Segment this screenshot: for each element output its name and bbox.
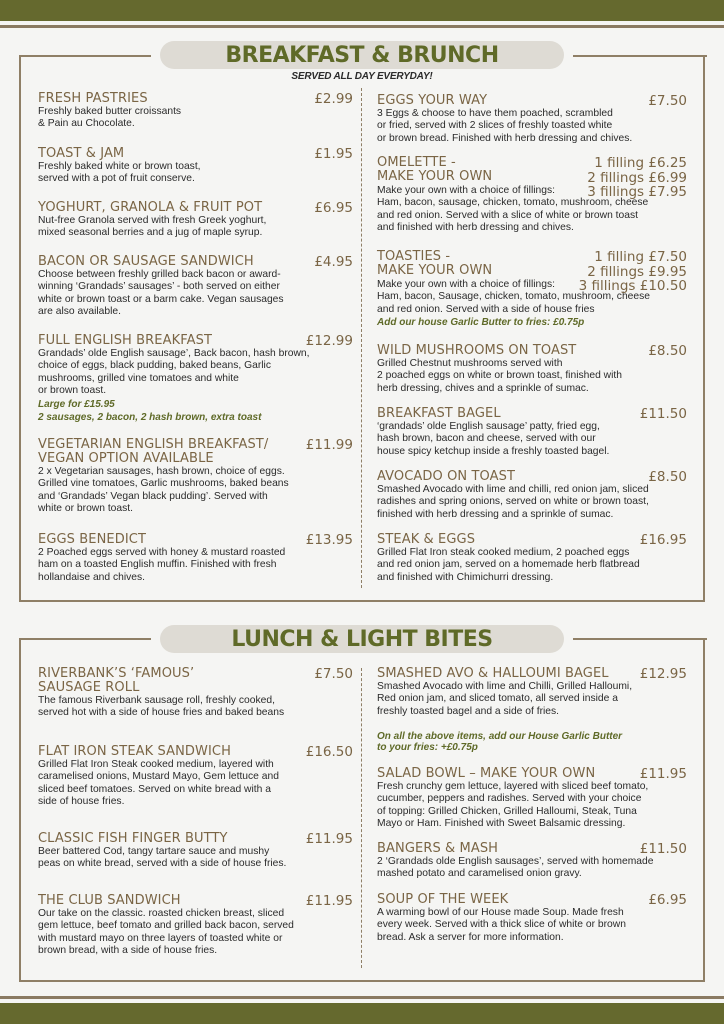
item-price: £6.95 xyxy=(314,200,353,216)
item-description: Freshly baked white or brown toast, served with a pot of fruit conserve. xyxy=(38,161,201,185)
item-price: £16.95 xyxy=(639,532,687,548)
item-price: £11.95 xyxy=(639,766,687,782)
item-name: THE CLUB SANDWICH xyxy=(38,893,181,908)
item-description: ‘grandads’ olde English sausage’ patty, fried egg, hash brown, bacon and cheese, served with our house spicy ketchup inside a freshly toasted bagel. xyxy=(377,421,610,457)
menu-item xyxy=(38,667,353,720)
breakfast-subtitle: SERVED ALL DAY EVERYDAY! xyxy=(291,71,433,82)
item-description: 2 Poached eggs served with honey & mustard roasted ham on a toasted English muffin. Finished with fresh hollandaise and chives. xyxy=(38,547,286,583)
item-description: Smashed Avocado with lime and Chilli, Grilled Halloumi, Red onion jam, and sliced tomato, all served inside a freshly toasted bagel and a side of fries. xyxy=(377,681,633,717)
top-rule xyxy=(0,25,724,28)
item-description: Choose between freshly grilled back bacon or award- winning ‘Grandads’ sausages’ - both served on either white or brown toast or a barm cake. Vegan sausages are also available. xyxy=(38,269,284,318)
item-description: Grilled Flat Iron steak cooked medium, 2 poached eggs and red onion jam, served on a homemade herb flatbread and finished with Chimichurri dressing. xyxy=(377,547,640,583)
item-note: On all the above items, add our House Garlic Butter to your fries: +£0.75p xyxy=(377,731,623,754)
item-price: £6.95 xyxy=(648,892,687,908)
item-name: WILD MUSHROOMS ON TOAST xyxy=(377,343,577,358)
item-price: £7.50 xyxy=(314,666,353,682)
item-description: A warming bowl of our House made Soup. Made fresh every week. Served with a thick slice of white or brown bread. Ask a server for more information. xyxy=(377,907,626,943)
item-description: Grilled Flat Iron Steak cooked medium, layered with caramelised onions, Mustard Mayo, Gem lettuce and sliced beef tomatoes. Served on white bread with a side of house fries. xyxy=(38,759,279,808)
item-description: Grandads’ olde English sausage’, Back bacon, hash brown, choice of eggs, black pudding, baked beans, Garlic mushrooms, grilled vine tomatoes and white or brown toast. xyxy=(38,348,310,397)
item-price: £11.50 xyxy=(639,841,687,857)
menu-item xyxy=(377,156,687,235)
frame-rule xyxy=(19,638,151,640)
item-name: FULL ENGLISH BREAKFAST xyxy=(38,333,213,348)
item-description: Our take on the classic. roasted chicken breast, sliced gem lettuce, beef tomato and grilled back bacon, served with mustard mayo on three layers of toasted white or brown bread, with a side of house fries. xyxy=(38,908,294,957)
item-name: OMELETTE - MAKE YOUR OWN xyxy=(377,155,493,184)
item-description: Make your own with a choice of fillings: Ham, bacon, Sausage, chicken, tomato, mushroom, cheese and red onion. Served with a side of house fries xyxy=(377,279,651,315)
menu-item xyxy=(377,667,687,753)
item-name: AVOCADO ON TOAST xyxy=(377,469,516,484)
item-name: BANGERS & MASH xyxy=(377,841,499,856)
item-name: EGGS YOUR WAY xyxy=(377,93,488,108)
item-name: STEAK & EGGS xyxy=(377,532,476,547)
item-price: £8.50 xyxy=(648,343,687,359)
menu-item xyxy=(377,407,687,458)
lunch-title: LUNCH & LIGHT BITES xyxy=(160,625,564,653)
item-description: Fresh crunchy gem lettuce, layered with sliced beef tomato, cucumber, peppers and radishes. Served with your choice of topping: Grilled Chicken, Grilled Halloumi, Steak, Tuna Mayo or Ham. Finished with Sweet Balsamic dressing. xyxy=(377,781,649,830)
menu-item xyxy=(377,893,687,944)
menu-item xyxy=(38,255,353,319)
menu-item xyxy=(38,438,353,516)
item-name: RIVERBANK’S ‘FAMOUS’ SAUSAGE ROLL xyxy=(38,666,195,695)
column-divider xyxy=(361,88,362,588)
menu-item xyxy=(377,533,687,584)
item-description: Smashed Avocado with lime and chilli, red onion jam, sliced radishes and spring onions, served on white or brown toast, finished with herb dressing and a sprinkle of sumac. xyxy=(377,484,649,520)
item-description: The famous Riverbank sausage roll, freshly cooked, served hot with a side of house fries and baked beans xyxy=(38,695,285,719)
item-name: EGGS BENEDICT xyxy=(38,532,146,547)
item-description: Beer battered Cod, tangy tartare sauce and mushy peas on white bread, served with a side of house fries. xyxy=(38,846,287,870)
menu-item xyxy=(38,745,353,809)
item-price: £1.95 xyxy=(314,146,353,162)
item-note: Large for £15.95 2 sausages, 2 bacon, 2 hash brown, extra toast xyxy=(38,398,262,423)
top-brand-band xyxy=(0,0,724,21)
menu-item xyxy=(38,832,353,871)
menu-item xyxy=(377,470,687,521)
item-price: £11.95 xyxy=(305,893,353,909)
item-description: Nut-free Granola served with fresh Greek yoghurt, mixed seasonal berries and a jug of maple syrup. xyxy=(38,215,267,239)
menu-item xyxy=(377,842,687,881)
menu-item xyxy=(377,767,687,831)
item-price: £11.99 xyxy=(305,437,353,453)
item-name: TOAST & JAM xyxy=(38,146,125,161)
item-description: Grilled Chestnut mushrooms served with 2 poached eggs on white or brown toast, finished with herb dressing, chives and a sprinkle of sumac. xyxy=(377,358,622,394)
frame-rule xyxy=(19,55,151,57)
item-description: Freshly baked butter croissants & Pain au Chocolate. xyxy=(38,106,182,130)
item-price: £2.99 xyxy=(314,91,353,107)
menu-item xyxy=(38,92,353,131)
item-name: CLASSIC FISH FINGER BUTTY xyxy=(38,831,228,846)
menu-item xyxy=(38,147,353,186)
item-price-tiers: 1 filling £6.25 2 fillings £6.99 3 fillings £7.95 xyxy=(587,155,687,200)
frame-rule xyxy=(573,638,707,640)
item-name: YOGHURT, GRANOLA & FRUIT POT xyxy=(38,200,263,215)
item-price-tiers: 1 filling £7.50 2 fillings £9.95 3 fillings £10.50 xyxy=(578,249,687,294)
menu-item xyxy=(38,201,353,240)
item-description: 2 x Vegetarian sausages, hash brown, choice of eggs. Grilled vine tomatoes, Garlic mushrooms, baked beans and ‘Grandads’ Vegan black pudding’. Served with white or brown toast. xyxy=(38,466,289,515)
menu-item xyxy=(38,894,353,958)
frame-rule xyxy=(573,55,707,57)
menu-item xyxy=(377,344,687,395)
item-note: Add our house Garlic Butter to fries: £0.75p xyxy=(377,317,585,329)
item-name: FRESH PASTRIES xyxy=(38,91,148,106)
column-divider xyxy=(361,668,362,968)
item-price: £4.95 xyxy=(314,254,353,270)
item-name: BREAKFAST BAGEL xyxy=(377,406,501,421)
item-name: FLAT IRON STEAK SANDWICH xyxy=(38,744,231,759)
item-name: SALAD BOWL – MAKE YOUR OWN xyxy=(377,766,596,781)
item-price: £11.50 xyxy=(639,406,687,422)
item-name: TOASTIES - MAKE YOUR OWN xyxy=(377,249,493,278)
item-name: SMASHED AVO & HALLOUMI BAGEL xyxy=(377,666,609,681)
menu-item xyxy=(38,334,353,424)
item-price: £7.50 xyxy=(648,93,687,109)
item-price: £11.95 xyxy=(305,831,353,847)
item-description: 3 Eggs & choose to have them poached, scrambled or fried, served with 2 slices of freshly toasted white or brown bread. Finished with herb dressing and chives. xyxy=(377,108,633,144)
item-price: £12.99 xyxy=(305,333,353,349)
item-description: 2 ‘Grandads olde English sausages’, served with homemade mashed potato and caramelised onion gravy. xyxy=(377,856,654,880)
item-price: £13.95 xyxy=(305,532,353,548)
bottom-rule xyxy=(0,996,724,999)
item-name: SOUP OF THE WEEK xyxy=(377,892,509,907)
menu-item xyxy=(38,533,353,584)
menu-item xyxy=(377,94,687,145)
item-price: £8.50 xyxy=(648,469,687,485)
item-price: £12.95 xyxy=(639,666,687,682)
menu-item xyxy=(377,250,687,329)
item-description: Make your own with a choice of fillings: Ham, bacon, sausage, chicken, tomato, mushroom, cheese and red onion. Served with a slice of white or brown toast and finished with herb dressing and chives. xyxy=(377,185,649,234)
breakfast-title: BREAKFAST & BRUNCH xyxy=(160,41,564,69)
item-name: VEGETARIAN ENGLISH BREAKFAST/ VEGAN OPTION AVAILABLE xyxy=(38,437,269,466)
item-price: £16.50 xyxy=(305,744,353,760)
item-name: BACON OR SAUSAGE SANDWICH xyxy=(38,254,254,269)
bottom-brand-band xyxy=(0,1003,724,1024)
